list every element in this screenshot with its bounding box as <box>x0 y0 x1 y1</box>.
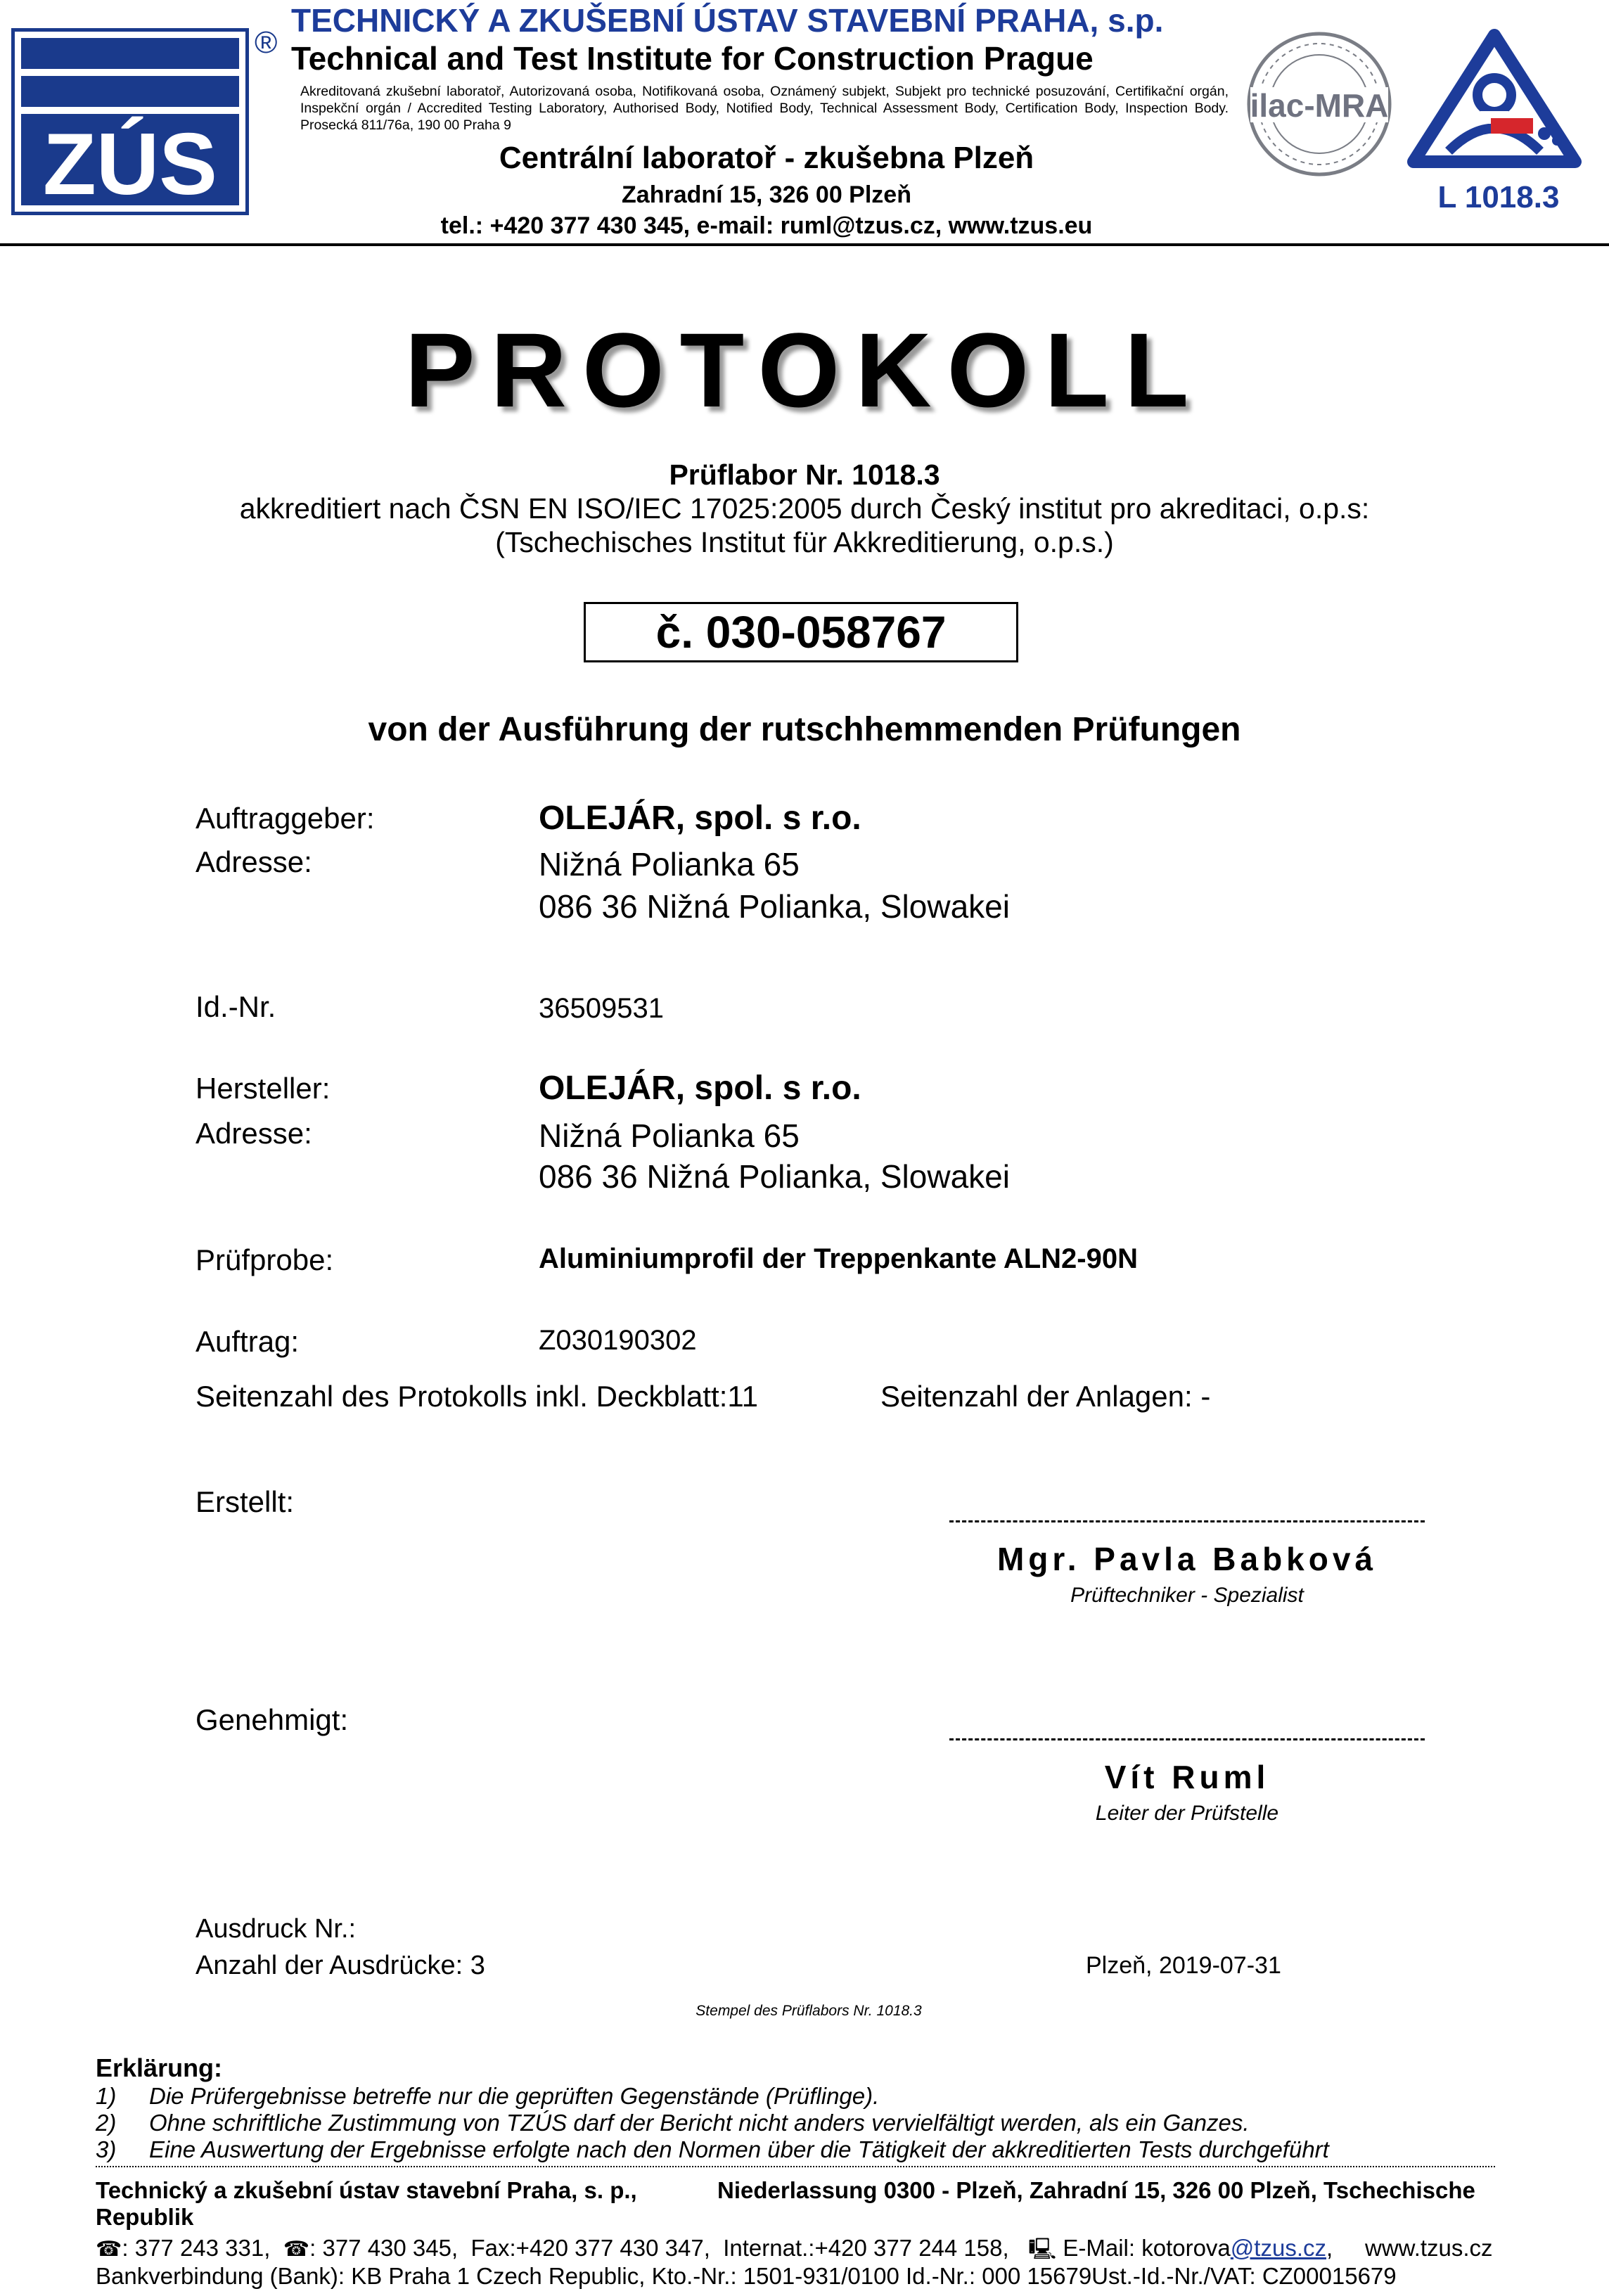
manufacturer-label: Hersteller: <box>195 1072 331 1105</box>
footer-branch: Niederlassung 0300 - Plzeň, Zahradní 15, 326 00 Plzeň, Tschechische <box>717 2177 1475 2203</box>
sample-value: Aluminiumprofil der Treppenkante ALN2-90N <box>539 1243 1138 1274</box>
sample-label: Prüfprobe: <box>195 1243 334 1276</box>
explanation-item: 2) Ohne schriftliche Zustimmung von TZÚS darf der Bericht nicht anders vervielfältigt werden, als ein Ganzes. <box>96 2110 1250 2136</box>
client-address-2: 086 36 Nižná Polianka, Slowakei <box>539 888 1010 925</box>
print-number: Ausdruck Nr.: <box>195 1914 357 1944</box>
approved-name: Vít Ruml <box>1104 1759 1270 1795</box>
header-title-cz: TECHNICKÝ A ZKUŠEBNÍ ÚSTAV STAVEBNÍ PRAHA, s.p. <box>291 2 1164 39</box>
stamp-note: Stempel des Prüflabors Nr. 1018.3 <box>695 2003 922 2019</box>
created-role: Prüftechniker - Spezialist <box>1070 1584 1304 1607</box>
id-value: 36509531 <box>539 993 664 1024</box>
manufacturer-value: OLEJÁR, spol. s r.o. <box>539 1070 861 1107</box>
footer-republic: Republik <box>96 2204 194 2230</box>
header-title-en: Technical and Test Institute for Construction Prague <box>291 40 1094 77</box>
header-lab-address: Zahradní 15, 326 00 Plzeň <box>622 181 911 208</box>
client-address-label: Adresse: <box>195 845 312 878</box>
annex-count: Seitenzahl der Anlagen: - <box>880 1380 1211 1413</box>
footer-company: Technický a zkušební ústav stavební Praha, s. p., <box>96 2177 637 2203</box>
document-title: PROTOKOLL <box>404 311 1205 429</box>
header-lab-name: Centrální laboratoř - zkušebna Plzeň <box>499 141 1034 175</box>
computer-icon: 🖳 <box>1028 2238 1057 2261</box>
created-label: Erstellt: <box>195 1485 295 1518</box>
client-address-1: Nižná Polianka 65 <box>539 846 800 883</box>
id-label: Id.-Nr. <box>195 990 276 1023</box>
svg-text:ilac-MRA: ilac-MRA <box>1250 87 1389 124</box>
email-link[interactable]: @tzus.cz <box>1230 2235 1326 2261</box>
print-count: Anzahl der Ausdrücke: 3 <box>195 1951 485 1980</box>
zus-logo <box>11 28 249 215</box>
explanation-item: 1) Die Prüfergebnisse betreffe nur die geprüften Gegenstände (Prüflinge). <box>96 2083 880 2109</box>
page-count: Seitenzahl des Protokolls inkl. Deckblatt:11 <box>195 1380 758 1413</box>
phone-icon: ☎ <box>283 2238 310 2261</box>
ilac-mra-logo <box>1245 30 1394 179</box>
svg-text:ZÚS: ZÚS <box>43 116 217 213</box>
client-label: Auftraggeber: <box>195 802 375 835</box>
explanation-heading: Erklärung: <box>96 2053 223 2082</box>
header-divider <box>0 243 1609 246</box>
cia-accreditation-logo <box>1406 28 1582 169</box>
footer-bank: Bankverbindung (Bank): KB Praha 1 Czech Republic, Kto.-Nr.: 1501-931/0100 Id.-Nr.: 000 15679Ust.-Id.-Nr./VAT: CZ00015679 <box>96 2263 1397 2289</box>
registered-mark: ® <box>255 25 278 60</box>
created-signature-line <box>949 1520 1425 1522</box>
phone-icon: ☎ <box>96 2238 122 2261</box>
document-subtitle: von der Ausführung der rutschhemmenden Prüfungen <box>368 711 1241 748</box>
order-value: Z030190302 <box>539 1325 697 1356</box>
header-accreditation: Akreditovaná zkušební laboratoř, Autorizovaná osoba, Notifikovaná osoba, Oznámený subjekt, Subjekt pro technické posuzování, Certifikační orgán, Inspekční orgán / Accredited Testing Laboratory, Authorised Body, Notified Body, Technical Assessment Body, Certification Body, Inspection Body. Prosecká 811/76a, 190 00 Praha 9 <box>300 84 1229 133</box>
footer-divider <box>96 2166 1495 2167</box>
created-name: Mgr. Pavla Babková <box>996 1541 1378 1577</box>
manufacturer-address-2: 086 36 Nižná Polianka, Slowakei <box>539 1158 1010 1195</box>
place-date: Plzeň, 2019-07-31 <box>1086 1952 1281 1979</box>
manufacturer-address-label: Adresse: <box>195 1117 312 1150</box>
client-value: OLEJÁR, spol. s r.o. <box>539 800 861 837</box>
explanation-item: 3) Eine Auswertung der Ergebnisse erfolgte nach den Normen über die Tätigkeit der akkreditierten Tests durchgeführt <box>96 2136 1329 2162</box>
protocol-number: č. 030-058767 <box>584 602 1018 662</box>
order-label: Auftrag: <box>195 1325 300 1358</box>
website-link[interactable]: www.tzus.cz <box>1365 2235 1493 2261</box>
approved-role: Leiter der Prüfstelle <box>1095 1802 1279 1825</box>
footer-contacts: ☎: 377 243 331, ☎: 377 430 345, Fax:+420 377 430 347, Internat.:+420 377 244 158, 🖳 E-Mail: kotorova@tzus.cz, www.tzus.cz <box>96 2233 1493 2269</box>
accreditation-line-2: (Tschechisches Institut für Akkreditierung, o.p.s.) <box>495 526 1114 558</box>
approved-label: Genehmigt: <box>195 1703 349 1736</box>
cia-lab-code: L 1018.3 <box>1437 180 1560 214</box>
manufacturer-address-1: Nižná Polianka 65 <box>539 1117 800 1154</box>
approved-signature-line <box>949 1738 1425 1740</box>
accreditation-line: akkreditiert nach ČSN EN ISO/IEC 17025:2005 durch Český institut pro akreditaci, o.p.s: <box>239 492 1370 525</box>
header-lab-contact: tel.: +420 377 430 345, e-mail: ruml@tzus.cz, www.tzus.eu <box>440 212 1093 239</box>
lab-number: Prüflabor Nr. 1018.3 <box>669 458 940 491</box>
